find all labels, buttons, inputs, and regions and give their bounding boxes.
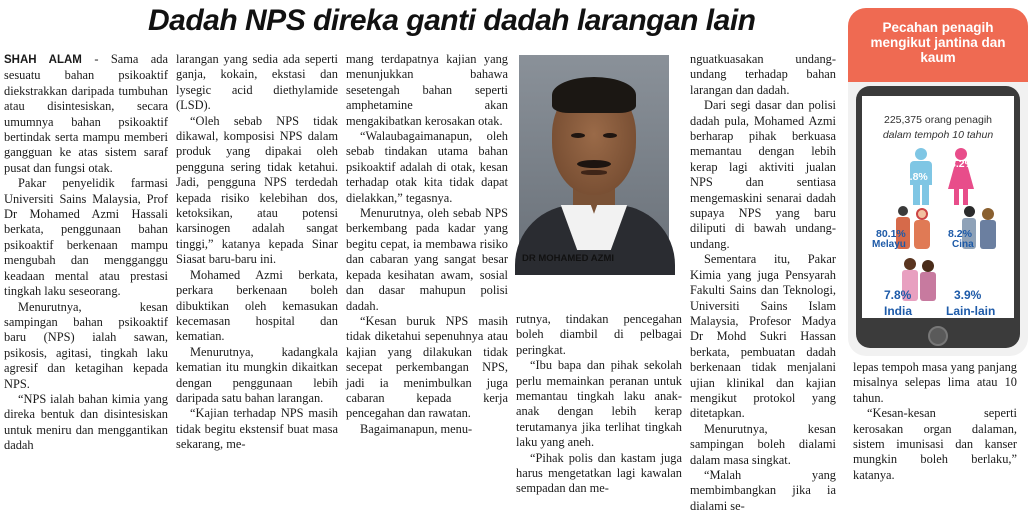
total-addicts: 225,375 orang penagih — [883, 114, 992, 126]
article-column-6 — [853, 360, 1017, 498]
paragraph: “Ibu bapa dan pihak sekolah perlu memainkan peranan untuk memantau tingkah laku anak-anak dengan lebih kerap terutamanya jika terlihat tingkah laku yang aneh. — [516, 358, 682, 450]
paragraph: Sementara itu, Pakar Kimia yang juga Pensyarah Fakulti Sains dan Teknologi, Universiti Sains Islam Malaysia, Profesor Madya Dr Mohd Sukri Hassan berkata, pembuatan dadah berkenaan tidak menjalani ujian klinikal dan kajian mengikut protokol yang ditetapkan. — [690, 252, 836, 421]
paragraph: Menurutnya, kesan sampingan bahan psikoaktif baru (NPS) ialah sawan, psikosis, agitasi, tingkah laku agresif dan ketagihan kepada NPS. — [4, 299, 168, 391]
home-button-icon — [928, 326, 948, 346]
paragraph: Menurutnya, kadangkala kematian itu mungkin dikaitkan dengan penggunaan lebih daripada satu bahan larangan. — [176, 344, 338, 405]
paragraph: “Kesan-kesan seperti kerosakan organ dalaman, sistem imunisasi dan kanser mungkin boleh berlaku,” katanya. — [853, 406, 1017, 482]
female-figure-icon — [948, 148, 974, 206]
male-percentage: 96.8% — [898, 171, 928, 183]
portrait-photo — [519, 55, 669, 247]
female-percentage: 3.2% — [950, 158, 974, 170]
paragraph: “Walaubagaimanapun, oleh sebab tindakan utama bahan psikoaktif adalah di otak, kesan terhadap otak kita tidak dapat dielakkan,” tegasnya. — [346, 129, 508, 205]
paragraph: Dari segi dasar dan polisi dadah pula, Mohamed Azmi berharap pihak berkuasa memantau dengan lebih kerap lagi aktiviti jualan NPS dan sentiasa mengemaskini senarai dadah supaya NPS yang baru diliputi di bawah undang-undang. — [690, 98, 836, 251]
paragraph: nguatkuasakan undang-undang terhadap bahan larangan dan dadah. — [690, 52, 836, 97]
article-column-3 — [346, 52, 508, 498]
article-column-5 — [690, 52, 836, 513]
paragraph: lepas tempoh masa yang panjang misalnya selepas lima atau 10 tahun. — [853, 360, 1017, 405]
paragraph: Menurutnya, oleh sebab NPS berkembang pada kadar yang begitu cepat, ia membawa risiko dan cabaran yang sangat besar kepada kesihatan awam, sosial dan dasar mahupun polisi dadah. — [346, 206, 508, 313]
paragraph: Mohamed Azmi berkata, perkara berkenaan boleh dibuktikan oleh kemasukan kecemasan hospital dan kematian. — [176, 267, 338, 344]
paragraph: “Pihak polis dan kastam juga harus mengetatkan lagi kawalan sempadan dan me- — [516, 450, 682, 496]
paragraph: “Oleh sebab NPS tidak dikawal, komposisi NPS dalam produk yang dipakai oleh pengguna sering tidak ketahui. Jadi, pengguna NPS terdedah kepada risiko kelebihan dos, ketoksikan, atau potensi karsinogen adalah sangat tinggi,” katanya kepada Sinar Siasat baru-baru ini. — [176, 113, 338, 267]
period-label: dalam tempoh 10 tahun — [882, 129, 994, 141]
article-column-2 — [176, 52, 338, 498]
others-label: Lain-lain — [946, 304, 996, 318]
indian-label: India — [884, 304, 913, 318]
article-column-4 — [516, 312, 682, 498]
paragraph: Bagaimanapun, menu- — [360, 421, 473, 436]
headline: Dadah NPS direka ganti dadah larangan lain — [148, 4, 756, 37]
paragraph: SHAH ALAM - Sama ada sesuatu bahan psikoaktif diekstrakkan daripada tumbuhan atau disintesiskan, secara umumnya bahan psikoaktif bertindak serta mampu memberi gangguan ke atas sistem saraf pusat dan fungsi otak. — [4, 52, 168, 175]
paragraph: rutnya, tindakan pencegahan boleh diambil di pelbagai peringkat. — [516, 312, 682, 357]
infographic — [848, 8, 1028, 356]
paragraph: “Kesan buruk NPS masih tidak diketahui sepenuhnya atau kajian yang dilakukan tidak secepat perkembangan NPS, jadi ia menimbulkan juga cabaran kepada kerja pencegahan dan rawatan. — [346, 313, 508, 421]
malay-percentage: 80.1% — [876, 228, 906, 240]
paragraph: mang terdapatnya kajian yang menunjukkan bahawa sesetengah bahan seperti amphetamine akan mengakibatkan kerosakan otak. — [346, 52, 508, 128]
chinese-label: Cina — [952, 239, 974, 250]
paragraph: “Kajian terhadap NPS masih tidak begitu ekstensif buat masa sekarang, me- — [176, 406, 338, 452]
article-column-1 — [4, 52, 168, 498]
paragraph: larangan yang sedia ada seperti ganja, kokain, ekstasi dan lysegic acid diethylamide (LSD). — [176, 52, 338, 113]
malay-label: Melayu — [872, 239, 906, 250]
indian-percentage: 7.8% — [884, 288, 912, 302]
chinese-percentage: 8.2% — [948, 228, 972, 240]
paragraph: “NPS ialah bahan kimia yang direka bentuk dan disintesiskan untuk meniru dan menggantikan dadah — [4, 391, 168, 453]
paragraph: Pakar penyelidik farmasi Universiti Sains Malaysia, Prof Dr Mohamed Azmi Hassali berkata, penggunaan bahan psikoaktif berkenaan mampu mengubah dan mengganggu keadaan mental atau prestasi tingkah laku seseorang. — [4, 176, 168, 299]
others-percentage: 3.9% — [954, 288, 982, 302]
paragraph: Menurutnya, kesan sampingan boleh dialami dalam masa singkat. — [690, 421, 836, 467]
infographic-title: Pecahan penagih mengikut jantina dan kaum — [870, 20, 1006, 65]
dateline: SHAH ALAM — [4, 54, 82, 66]
paragraph: “Malah yang membimbangkan jika ia dialami se- — [690, 467, 836, 513]
photo-caption: DR MOHAMED AZMI — [522, 253, 614, 264]
